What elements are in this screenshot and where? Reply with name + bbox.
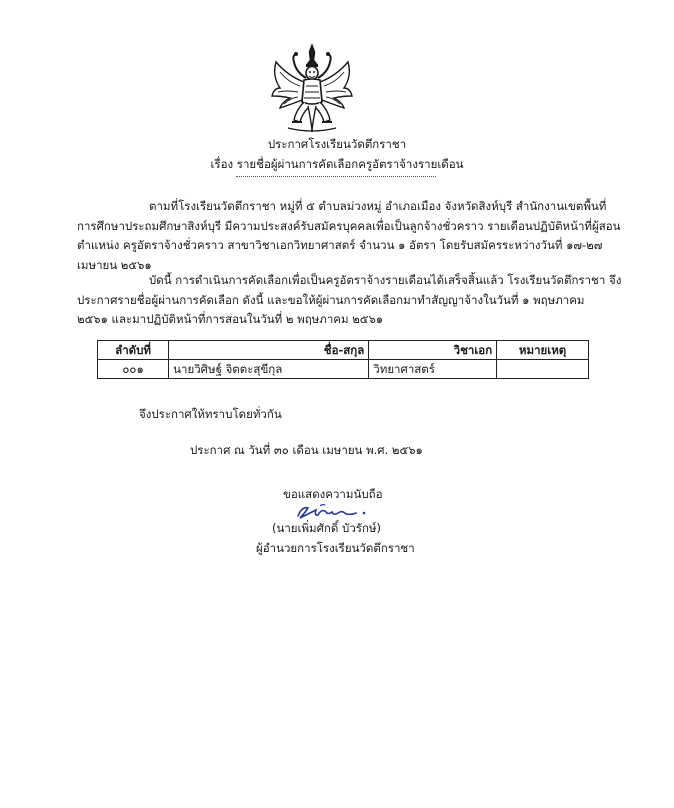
paragraph-line: ตามที่โรงเรียนวัดตึกราชา หมู่ที่ ๕ ตำบลม่วงหมู่ อำเภอเมือง จังหวัดสิงห์บุรี สำนักงานเขตพื้นที่: [149, 199, 607, 213]
paragraph-result: [77, 271, 622, 330]
paragraph-line: ตำแหน่ง ครูอัตราจ้างชั่วคราว สาขาวิชาเอกวิทยาศาสตร์ จำนวน ๑ อัตรา โดยรับสมัครระหว่างวันที่ ๑๗-๒๗: [77, 238, 603, 252]
announce-line: จึงประกาศให้ทราบโดยทั่วกัน: [139, 407, 282, 421]
signer-position: ผู้อำนวยการโรงเรียนวัดตึกราชา: [256, 541, 415, 555]
paragraph-line: การศึกษาประถมศึกษาสิงห์บุรี มีความประสงค์รับสมัครบุคคลเพื่อเป็นลูกจ้างชั่วคราว รายเดือนปฏิบัติหน้าที่ผู้สอน: [77, 218, 621, 233]
closing-salutation: ขอแสดงความนับถือ: [283, 487, 383, 501]
cell-remarks: [497, 360, 589, 379]
dotted-divider: [236, 176, 436, 177]
paragraph-recruitment: [77, 197, 621, 275]
garuda-emblem-icon: [270, 42, 354, 134]
announcement-subject: เรื่อง รายชื่อผู้ผ่านการคัดเลือกครูอัตราจ้างรายเดือน: [210, 157, 464, 171]
table-header-row: [98, 341, 589, 360]
table-row: [98, 360, 589, 379]
cell-order: ๐๐๑: [98, 360, 169, 379]
column-header-name: ชื่อ-สกุล: [169, 341, 369, 360]
signer-name: (นายเพิ่มศักดิ์ บัวรักษ์): [272, 521, 381, 535]
column-header-major: วิชาเอก: [369, 341, 497, 360]
column-header-order: ลำดับที่: [98, 341, 169, 360]
announcement-date: ประกาศ ณ วันที่ ๓๐ เดือน เมษายน พ.ศ. ๒๕๖๑: [190, 443, 423, 457]
paragraph-line: ประกาศรายชื่อผู้ผ่านการคัดเลือก ดังนี้ และขอให้ผู้ผ่านการคัดเลือกมาทำสัญญาจ้างในวันที่ ๑ พฤษภาคม: [77, 292, 585, 307]
column-header-remarks: หมายเหตุ: [497, 341, 589, 360]
cell-major: วิทยาศาสตร์: [369, 360, 497, 379]
cell-name: นายวิศิษฐ์ จิตตะสุขีกุล: [169, 360, 369, 379]
announcement-title: ประกาศโรงเรียนวัดตึกราชา: [267, 137, 407, 151]
paragraph-line: บัดนี้ การดำเนินการคัดเลือกเพื่อเป็นครูอัตราจ้างรายเดือนได้เสร็จสิ้นแล้ว โรงเรียนวัดตึกราชา จึง: [149, 273, 622, 287]
results-table: [97, 340, 589, 379]
paragraph-line: เมษายน ๒๕๖๑: [77, 257, 152, 272]
paragraph-line: ๒๕๖๑ และมาปฏิบัติหน้าที่การสอนในวันที่ ๒ พฤษภาคม ๒๕๖๑: [77, 312, 384, 326]
